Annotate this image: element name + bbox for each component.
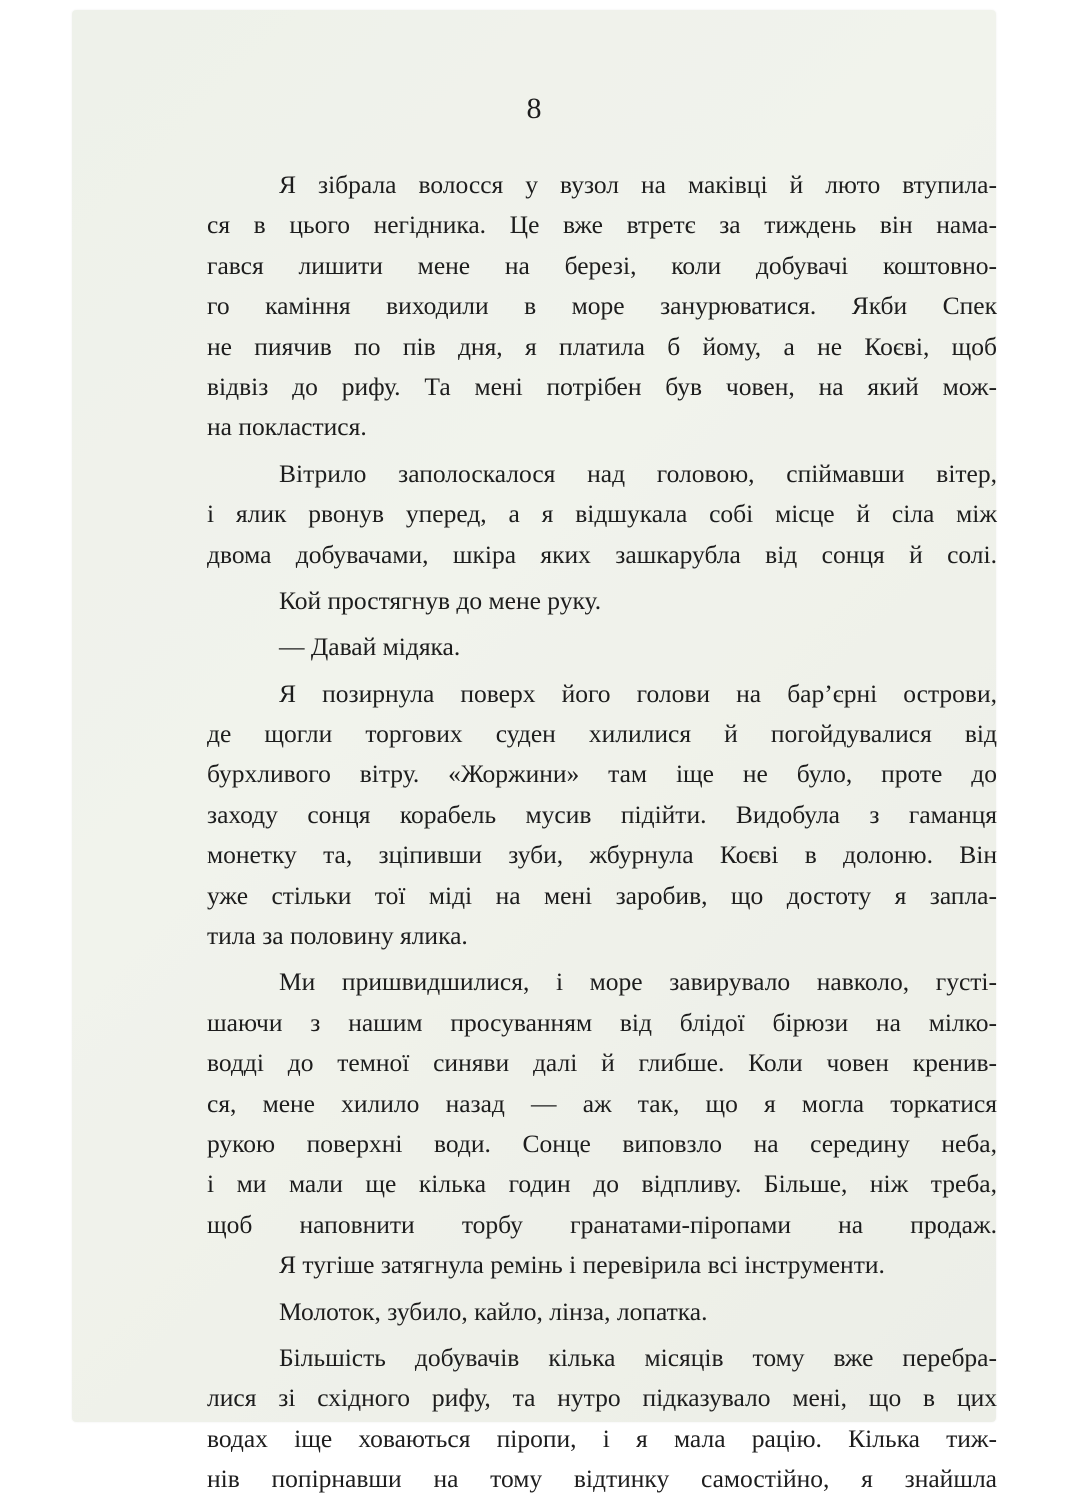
text-line: монетку та, зціпивши зуби, жбурнула Коєві в долоню. Він bbox=[207, 840, 997, 870]
paragraph bbox=[207, 674, 997, 957]
text-line: — Давай мідяка. bbox=[279, 632, 461, 662]
text-line: Молоток, зубило, кайло, лінза, лопатка. bbox=[279, 1296, 708, 1326]
page-number: 8 bbox=[526, 92, 542, 125]
text-line: ся в цього негідника. Це вже втретє за тиждень він нама- bbox=[207, 210, 997, 240]
text-line: на покластися. bbox=[207, 412, 367, 442]
text-line: тила за половину ялика. bbox=[207, 921, 468, 951]
text-line: Я позирнула поверх його голови на бар’єрні острови, bbox=[279, 678, 997, 708]
paragraph bbox=[207, 165, 997, 448]
text-line: ся, мене хилило назад — аж так, що я могла торкатися bbox=[207, 1088, 997, 1118]
text-line: бурхливого вітру. «Жоржини» там іще не було, проте до bbox=[207, 759, 997, 789]
text-line: заходу сонця корабель мусив підійти. Видобула з гаманця bbox=[207, 799, 997, 829]
text-line: уже стільки тої міді на мені заробив, що достоту я запла- bbox=[207, 880, 997, 910]
paragraph bbox=[207, 1292, 997, 1332]
text-line: відвіз до рифу. Та мені потрібен був човен, на який мож- bbox=[207, 371, 997, 401]
text-line: гався лишити мене на березі, коли добувачі коштовно- bbox=[207, 250, 997, 280]
text-line: не пиячив по пів дня, я платила б йому, а не Коєві, щоб bbox=[207, 331, 997, 361]
paragraph bbox=[207, 581, 997, 621]
paragraph bbox=[207, 1338, 997, 1500]
paragraph bbox=[207, 627, 997, 667]
text-line: щоб наповнити торбу гранатами-піропами на продаж. bbox=[207, 1209, 997, 1239]
text-line: водді до темної синяви далі й глибше. Коли човен кренив- bbox=[207, 1048, 997, 1078]
text-line: шаючи з нашим просуванням від блідої бірюзи на мілко- bbox=[207, 1007, 997, 1037]
text-line: і ми мали ще кілька годин до відпливу. Більше, ніж треба, bbox=[207, 1169, 997, 1199]
body-text bbox=[207, 165, 997, 1506]
text-line: рукою поверхні води. Сонце виповзло на середину неба, bbox=[207, 1128, 997, 1158]
text-line: де щогли торгових суден хилилися й погойдувалися від bbox=[207, 719, 997, 749]
text-line: Я зібрала волосся у вузол на маківці й люто втупила- bbox=[279, 170, 997, 199]
text-line: і ялик рвонув уперед, а я відшукала собі місце й сіла між bbox=[207, 499, 997, 529]
text-line: Кой простягнув до мене руку. bbox=[279, 585, 602, 615]
text-line: Більшість добувачів кілька місяців тому вже перебра- bbox=[279, 1342, 997, 1372]
text-line: лися зі східного рифу, та нутро підказувало мені, що в цих bbox=[207, 1383, 997, 1413]
paragraph bbox=[207, 962, 997, 1285]
paragraph bbox=[207, 454, 997, 575]
text-line: Ми пришвидшилися, і море завирувало навколо, густі- bbox=[279, 967, 997, 997]
text-line: водах іще ховаються піропи, і я мала рацію. Кілька тиж- bbox=[207, 1423, 997, 1453]
text-line: двома добувачами, шкіра яких зашкарубла від сонця й солі. bbox=[207, 539, 997, 569]
text-line: нів попірнавши на тому відтинку самостійно, я знайшла bbox=[207, 1464, 997, 1494]
text-line: Я тугіше затягнула ремінь і перевірила всі інструменти. bbox=[279, 1250, 885, 1280]
text-line: го каміння виходили в море занурюватися. Якби Спек bbox=[207, 291, 997, 321]
text-line: Вітрило заполоскалося над головою, спіймавши вітер, bbox=[279, 458, 997, 488]
book-page bbox=[72, 10, 997, 1494]
